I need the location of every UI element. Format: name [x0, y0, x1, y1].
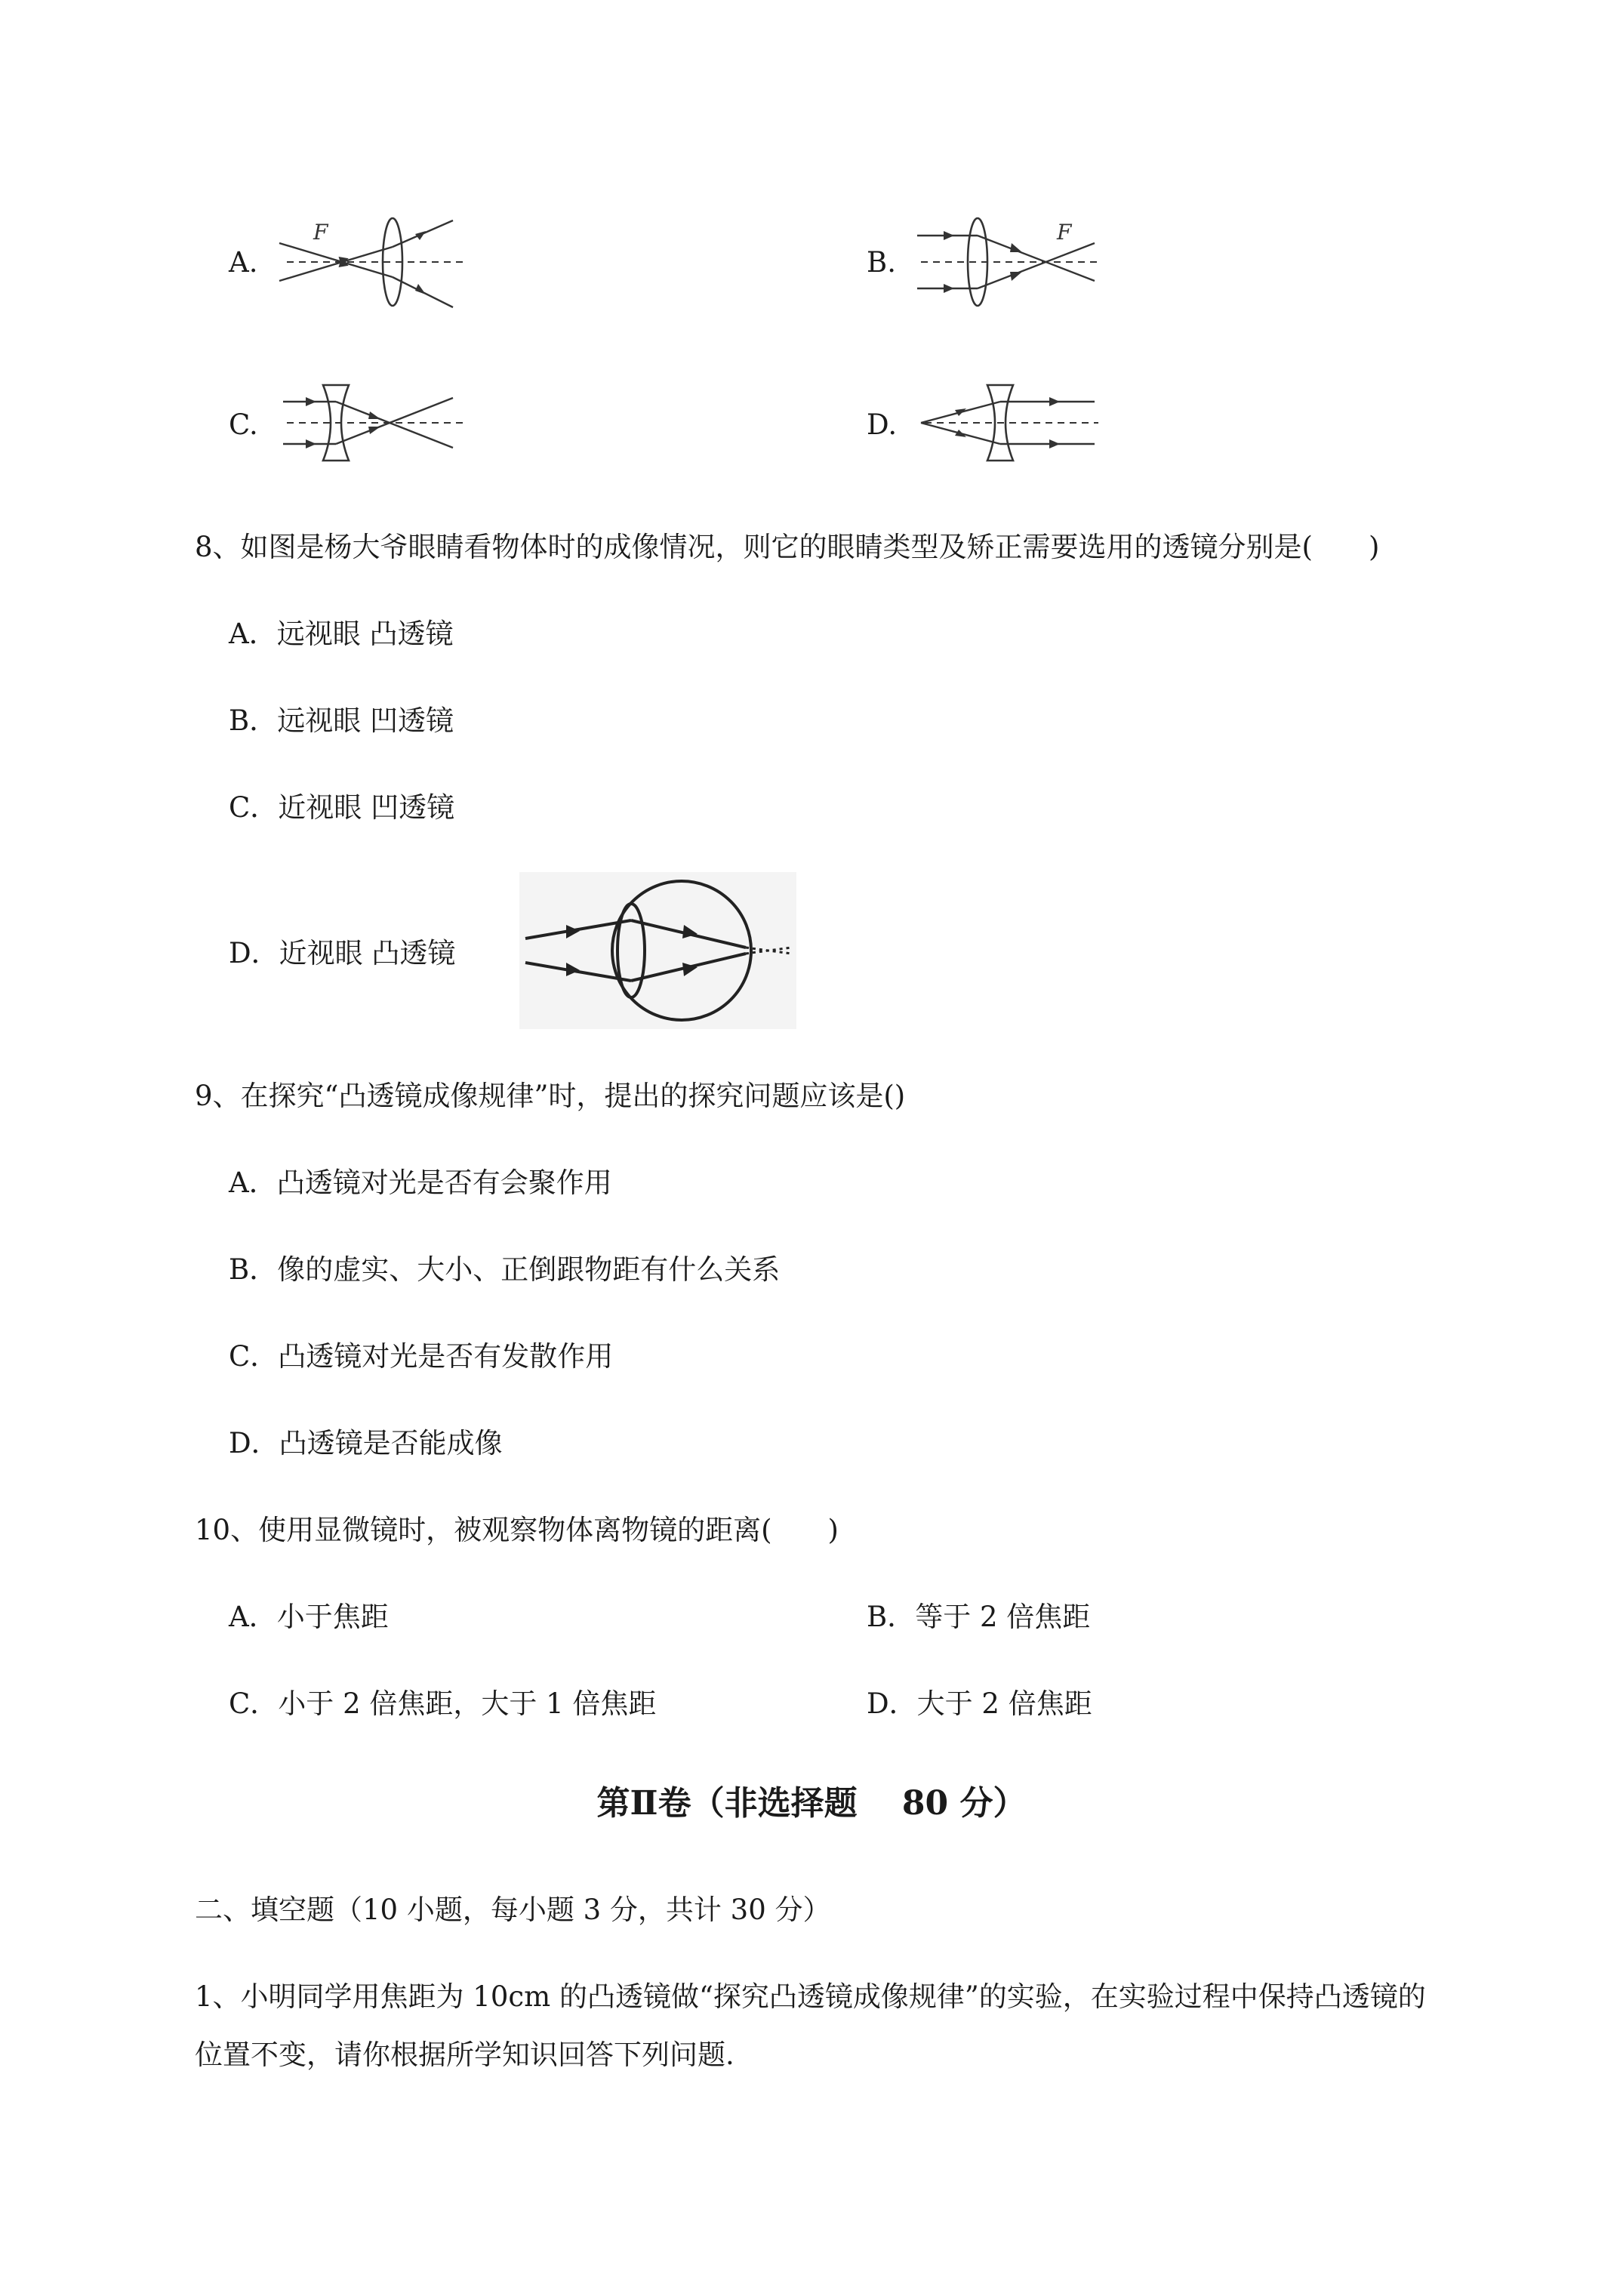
q9-stem: 9、在探究“凸透镜成像规律”时，提出的探究问题应该是() [195, 1080, 906, 1112]
q9-option-a: A．凸透镜对光是否有会聚作用 [229, 1166, 612, 1199]
fill-q1-line2: 位置不变，请你根据所学知识回答下列问题. [195, 2039, 735, 2071]
q10-option-d: D．大于 2 倍焦距 [867, 1687, 1092, 1720]
q7-diagram-c [279, 381, 476, 464]
q7-option-b-label: B. [867, 246, 896, 279]
q7-diagram-b [913, 205, 1110, 319]
fill-blank-section-heading: 二、填空题（10 小题，每小题 3 分，共计 30 分） [195, 1894, 831, 1926]
q10-option-b: B．等于 2 倍焦距 [867, 1601, 1091, 1633]
q9-option-d: D．凸透镜是否能成像 [229, 1427, 503, 1459]
q10-stem: 10、使用显微镜时，被观察物体离物镜的距离( ) [195, 1514, 839, 1546]
q8-option-b: B．远视眼 凹透镜 [229, 704, 454, 737]
q7-option-a-label: A. [229, 246, 258, 279]
q8-stem: 8、如图是杨大爷眼睛看物体时的成像情况，则它的眼睛类型及矫正需要选用的透镜分别是( ) [195, 531, 1380, 563]
q7-a-focus-label: F [313, 220, 328, 245]
q8-option-d: D．近视眼 凸透镜 [229, 937, 456, 969]
q7-diagram-a [279, 205, 476, 319]
part2-title: 第Ⅱ卷（非选择题 80 分） [596, 1784, 1027, 1823]
q10-option-c: C．小于 2 倍焦距，大于 1 倍焦距 [229, 1687, 657, 1720]
q9-option-b: B．像的虚实、大小、正倒跟物距有什么关系 [229, 1253, 781, 1286]
fill-q1-line1: 1、小明同学用焦距为 10cm 的凸透镜做“探究凸透镜成像规律”的实验，在实验过程中保持凸透镜的 [195, 1980, 1426, 2013]
q7-b-focus-label: F [1057, 220, 1072, 245]
q8-option-a: A．远视眼 凸透镜 [229, 618, 454, 650]
q7-option-d-label: D. [867, 408, 898, 441]
q10-option-a: A．小于焦距 [229, 1601, 389, 1633]
q8-option-c: C．近视眼 凹透镜 [229, 791, 455, 824]
q8-eye-diagram [519, 872, 796, 1029]
q7-option-c-label: C. [229, 408, 258, 441]
q7-diagram-d [913, 381, 1110, 464]
q9-option-c: C．凸透镜对光是否有发散作用 [229, 1340, 614, 1373]
